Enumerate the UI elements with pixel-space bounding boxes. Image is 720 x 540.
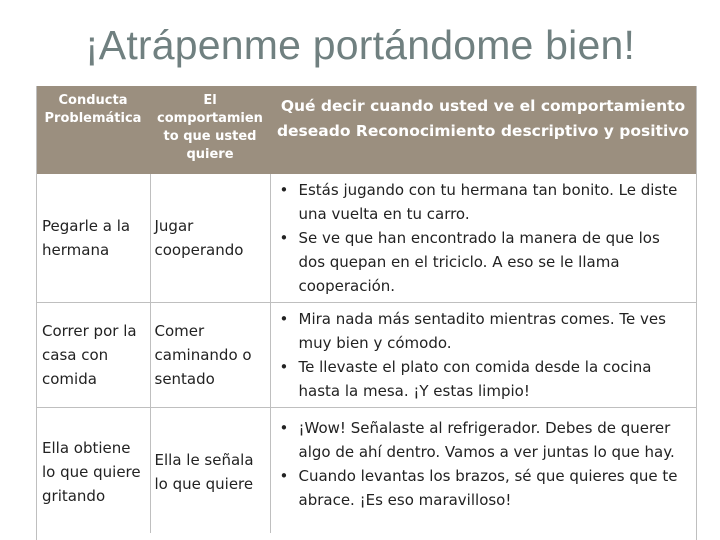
praise-item: • ¡Wow! Señalaste al refrigerador. Debes de querer algo de ahí dentro. Vamos a ver juntas lo que hay. — [277, 416, 691, 464]
slide-title: ¡Atrápenme portándome bien! — [84, 22, 636, 68]
praise-list — [277, 416, 691, 512]
header-desired-behavior: El comportamien to que usted quiere — [150, 86, 270, 174]
praise-item: • Estás jugando con tu hermana tan bonito. Le diste una vuelta en tu carro. — [277, 178, 691, 226]
header-problem-behavior: Conducta Problemática — [36, 86, 150, 174]
table-left-border — [36, 86, 37, 540]
praise-item: • Se ve que han encontrado la manera de que los dos quepan en el triciclo. A eso se le llama cooperación. — [277, 226, 691, 298]
praise-item: • Cuando levantas los brazos, sé que quieres que te abrace. ¡Es eso maravilloso! — [277, 464, 691, 512]
problem-behavior-cell: Pegarle a la hermana — [36, 174, 150, 303]
what-to-say-cell — [270, 408, 696, 533]
desired-behavior-cell: Jugar cooperando — [150, 174, 270, 303]
what-to-say-cell — [270, 303, 696, 408]
praise-list — [277, 307, 691, 403]
desired-behavior-cell: Ella le señala lo que quiere — [150, 408, 270, 533]
behavior-table — [36, 86, 696, 533]
table-row — [36, 408, 696, 533]
table-row — [36, 303, 696, 408]
praise-list — [277, 178, 691, 298]
header-what-to-say: Qué decir cuando usted ve el comportamiento deseado Reconocimiento descriptivo y positivo — [270, 86, 696, 174]
what-to-say-cell — [270, 174, 696, 303]
problem-behavior-cell: Ella obtiene lo que quiere gritando — [42, 439, 141, 506]
praise-item: • Mira nada más sentadito mientras comes. Te ves muy bien y cómodo. — [277, 307, 691, 355]
header-row — [36, 86, 696, 174]
praise-item: • Te llevaste el plato con comida desde la cocina hasta la mesa. ¡Y estas limpio! — [277, 355, 691, 403]
desired-behavior-cell: Comer caminando o sentado — [150, 303, 270, 408]
table-row — [36, 174, 696, 303]
problem-behavior-cell: Correr por la casa con comida — [36, 303, 150, 408]
table-right-border — [696, 86, 697, 540]
